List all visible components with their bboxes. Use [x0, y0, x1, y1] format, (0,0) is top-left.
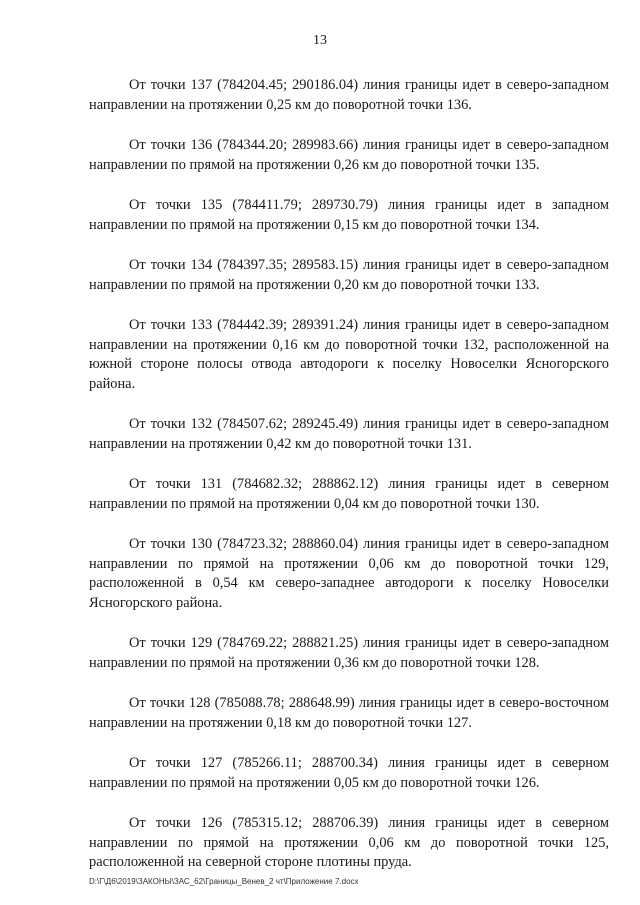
- paragraph: От точки 133 (784442.39; 289391.24) линия границы идет в северо-западном направлении на протяжении 0,16 км до поворотной точки 132, расположенной на южной стороне полосы отвода автодороги к поселку Новоселки Ясногорского района.: [89, 317, 609, 392]
- paragraph: От точки 135 (784411.79; 289730.79) линия границы идет в западном направлении по прямой на протяжении 0,15 км до поворотной точки 134.: [89, 197, 609, 233]
- paragraph: От точки 129 (784769.22; 288821.25) линия границы идет в северо-западном направлении по прямой на протяжении 0,36 км до поворотной точки 128.: [89, 635, 609, 671]
- paragraph: От точки 126 (785315.12; 288706.39) линия границы идет в северном направлении по прямой на протяжении 0,06 км до поворотной точки 125, расположенной на северной стороне плотины пруда.: [89, 815, 609, 870]
- page-number: 13: [313, 33, 327, 48]
- paragraph: От точки 137 (784204.45; 290186.04) линия границы идет в северо-западном направлении на протяжении 0,25 км до поворотной точки 136.: [89, 77, 609, 113]
- paragraph: От точки 131 (784682.32; 288862.12) линия границы идет в северном направлении по прямой на протяжении 0,04 км до поворотной точки 130.: [89, 476, 609, 512]
- document-body: [89, 76, 609, 894]
- footer-file-path: D:\Г\Д6\2019\ЗАКОНЫ\ЗАС_62\Границы_Венев_2 чт\Приложение 7.docx: [89, 877, 359, 886]
- paragraph: От точки 127 (785266.11; 288700.34) линия границы идет в северном направлении по прямой на протяжении 0,05 км до поворотной точки 126.: [89, 755, 609, 791]
- paragraph: От точки 128 (785088.78; 288648.99) линия границы идет в северо-восточном направлении на протяжении 0,18 км до поворотной точки 127.: [89, 695, 609, 731]
- paragraph: От точки 130 (784723.32; 288860.04) линия границы идет в северо-западном направлении по прямой на протяжении 0,06 км до поворотной точки 129, расположенной в 0,54 км северо-западнее автодороги к поселку Новоселки Ясногорского района.: [89, 536, 609, 611]
- paragraph: От точки 136 (784344.20; 289983.66) линия границы идет в северо-западном направлении по прямой на протяжении 0,26 км до поворотной точки 135.: [89, 137, 609, 173]
- paragraph: От точки 132 (784507.62; 289245.49) линия границы идет в северо-западном направлении на протяжении 0,42 км до поворотной точки 131.: [89, 416, 609, 452]
- paragraph: От точки 134 (784397.35; 289583.15) линия границы идет в северо-западном направлении по прямой на протяжении 0,20 км до поворотной точки 133.: [89, 257, 609, 293]
